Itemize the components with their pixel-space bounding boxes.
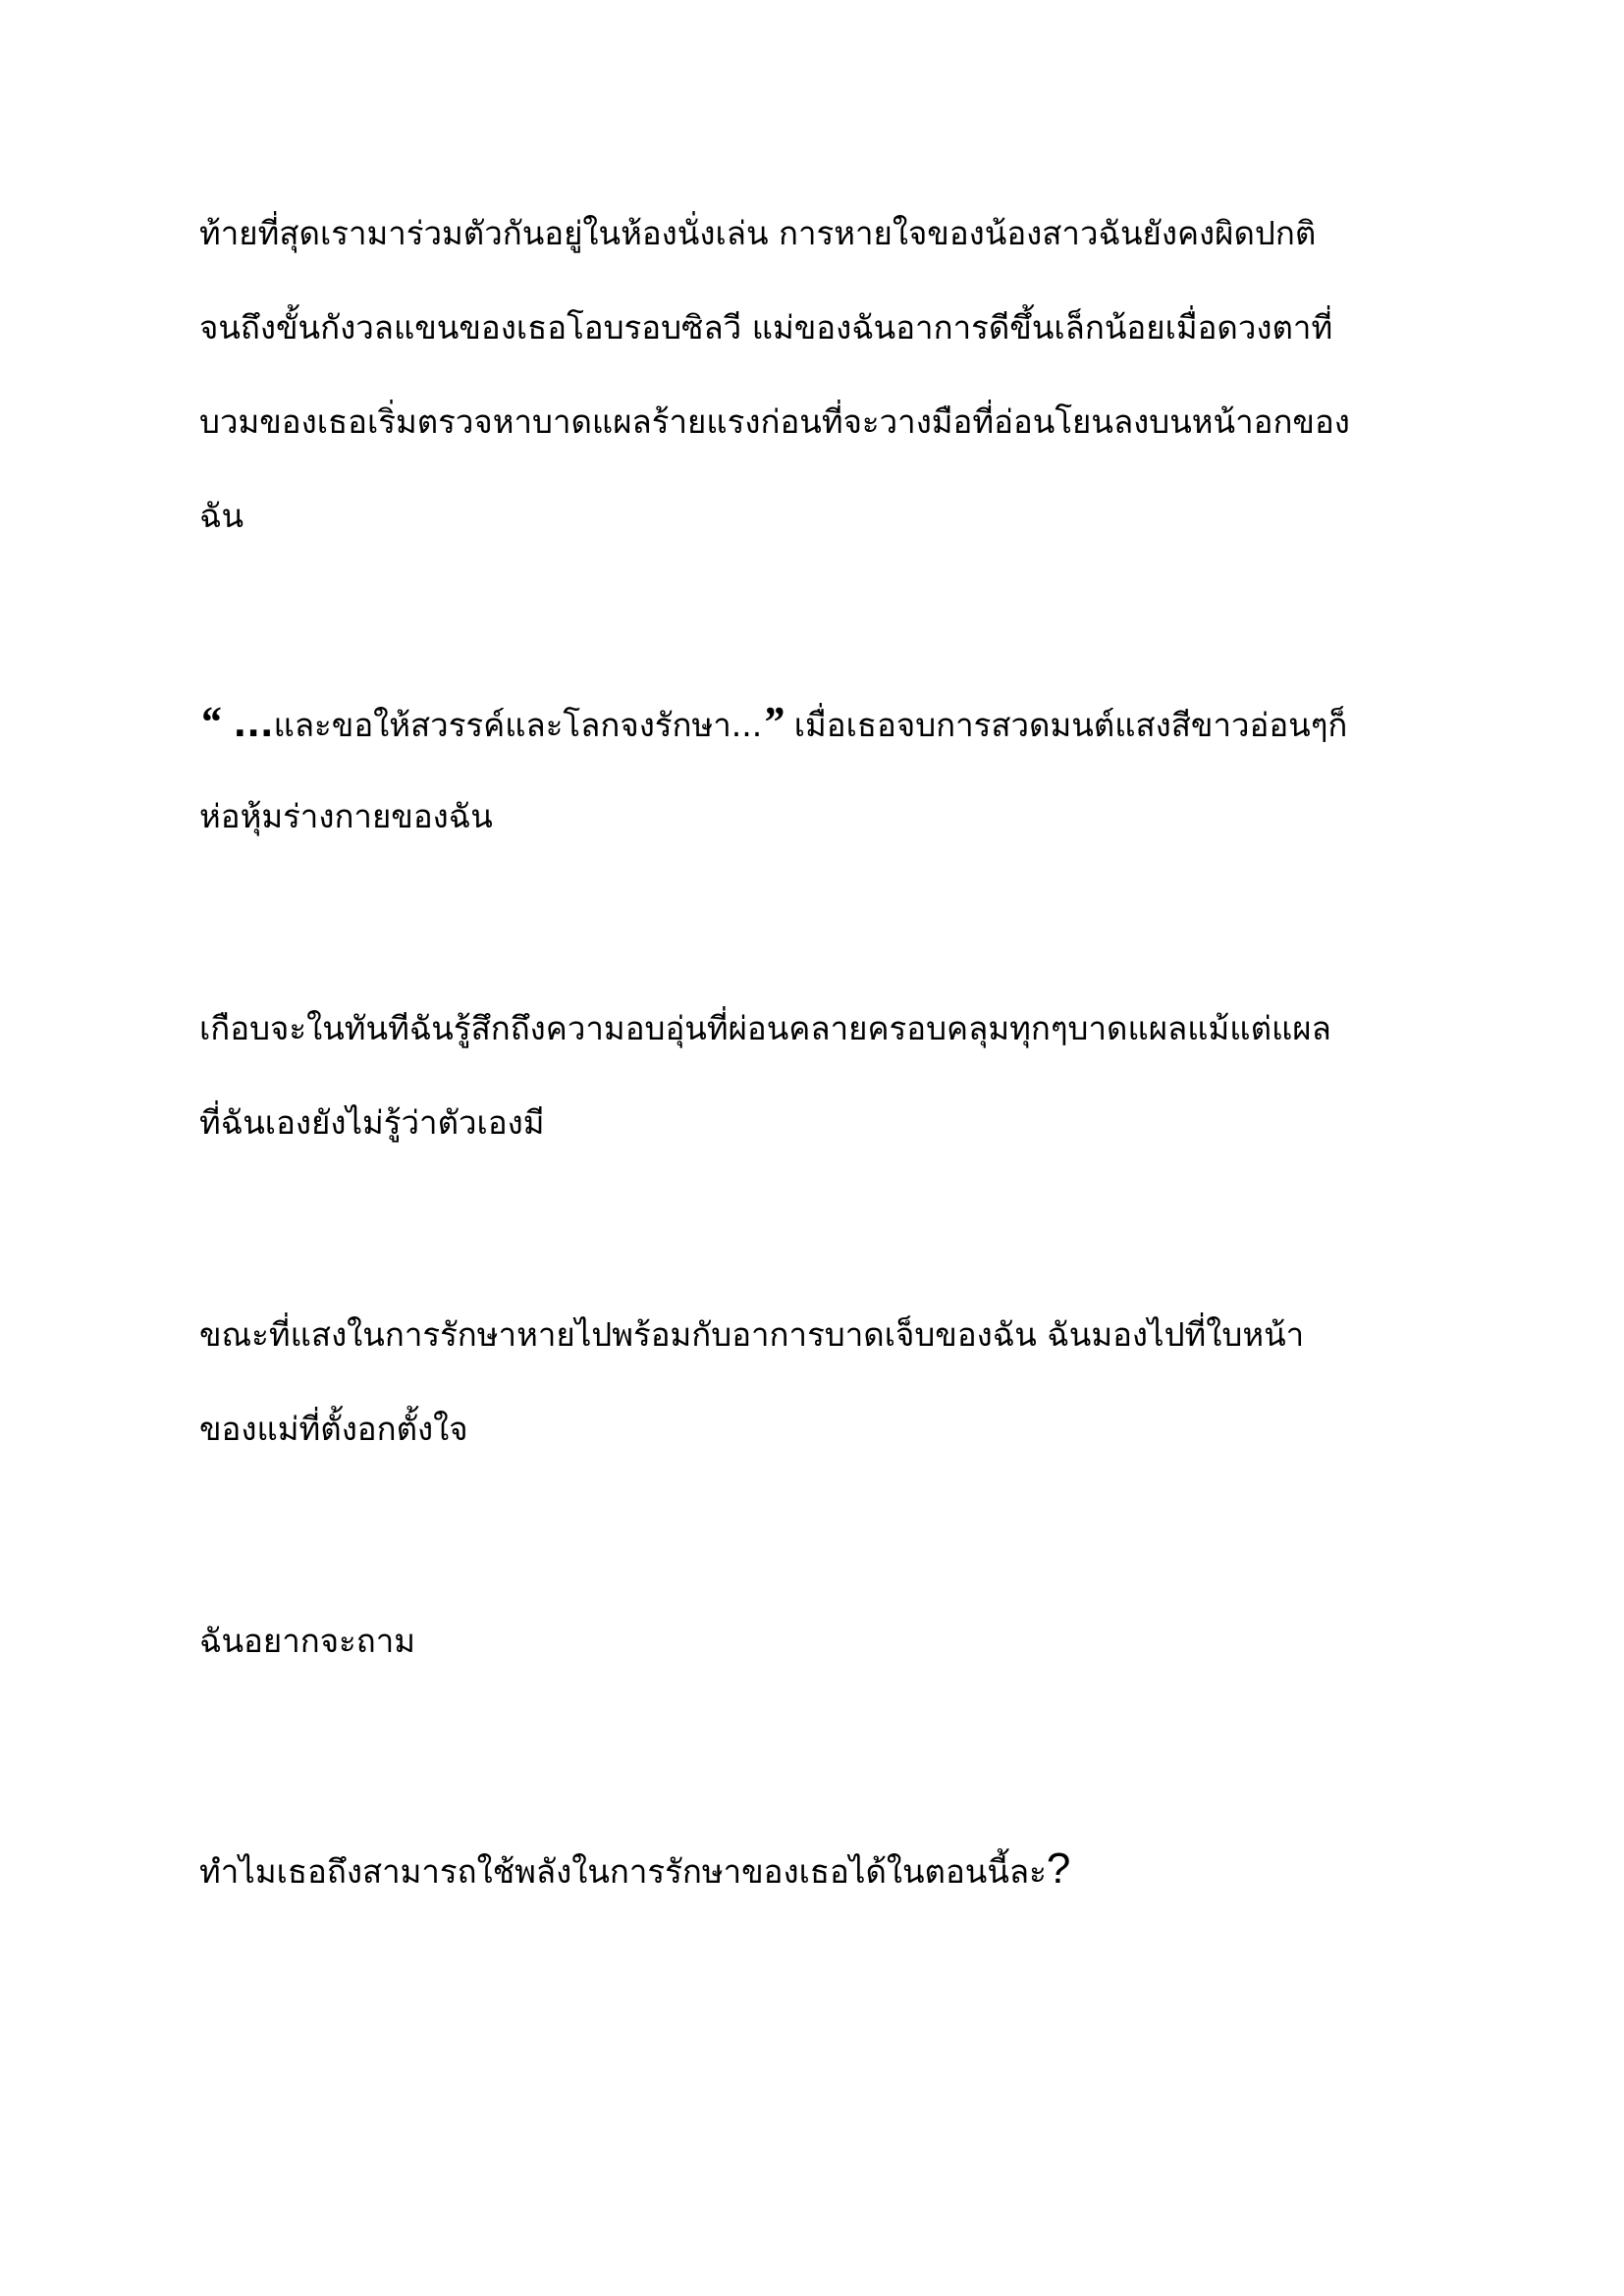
paragraph-1-line-1: ท้ายที่สุดเรามาร่วมตัวกันอยู่ในห้องนั่งเล่น การหายใจของน้องสาวฉันยังคงผิดปกติ — [199, 214, 1317, 252]
paragraph-2-line-1-rest: เมื่อเธอจบการสวดมนต์แสงสีขาวอ่อนๆก็ — [784, 706, 1348, 744]
question-text: ทำไมเธอถึงสามารถใช้พลังในการรักษาของเธอได้ในตอนนี้ละ — [199, 1852, 1047, 1891]
paragraph-1 — [199, 187, 1466, 563]
paragraph-6-line-1 — [199, 1822, 1466, 1916]
paragraph-4-line-2: ของแม่ที่ตั้งอกตั้งใจ — [199, 1410, 468, 1448]
paragraph-3-line-2: ที่ฉันเองยังไม่รู้ว่าตัวเองมี — [199, 1103, 545, 1142]
paragraph-1-line-4: ฉัน — [199, 497, 244, 535]
paragraph-5 — [199, 1594, 1466, 1688]
paragraph-1-line-3: บวมของเธอเริ่มตรวจหาบาดแผลร้ายแรงก่อนที่จะวางมือที่อ่อนโยนลงบนหน้าอกของ — [199, 402, 1350, 441]
close-quote-mark: ” — [762, 698, 785, 746]
paragraph-5-line-1: ฉันอยากจะถาม — [199, 1622, 416, 1660]
paragraph-1-line-2: จนถึงขั้นกังวลแขนของเธอโอบรอบซิลวี แม่ของฉันอาการดีขึ้นเล็กน้อยเมื่อดวงตาที่ — [199, 308, 1333, 347]
paragraph-2-line-1 — [199, 675, 1466, 770]
leading-ellipsis: ... — [221, 705, 274, 745]
paragraph-4-line-1: ขณะที่แสงในการรักษาหายไปพร้อมกับอาการบาดเจ็บของฉัน ฉันมองไปที่ใบหน้า — [199, 1315, 1305, 1354]
paragraph-6-question — [199, 1822, 1466, 1916]
question-mark: ? — [1046, 1844, 1071, 1893]
quoted-prayer-text: และขอให้สวรรค์และโลกจงรักษา... — [273, 706, 763, 744]
paragraph-2-dialogue — [199, 675, 1466, 864]
paragraph-3 — [199, 982, 1466, 1170]
paragraph-2-line-2: ห่อหุ้มร่างกายของฉัน — [199, 797, 493, 835]
paragraph-4 — [199, 1288, 1466, 1476]
open-quote-mark: “ — [199, 698, 221, 746]
paragraph-3-line-1: เกือบจะในทันทีฉันรู้สึกถึงความอบอุ่นที่ผ่อนคลายครอบคลุมทุกๆบาดแผลแม้แต่แผล — [199, 1009, 1331, 1047]
